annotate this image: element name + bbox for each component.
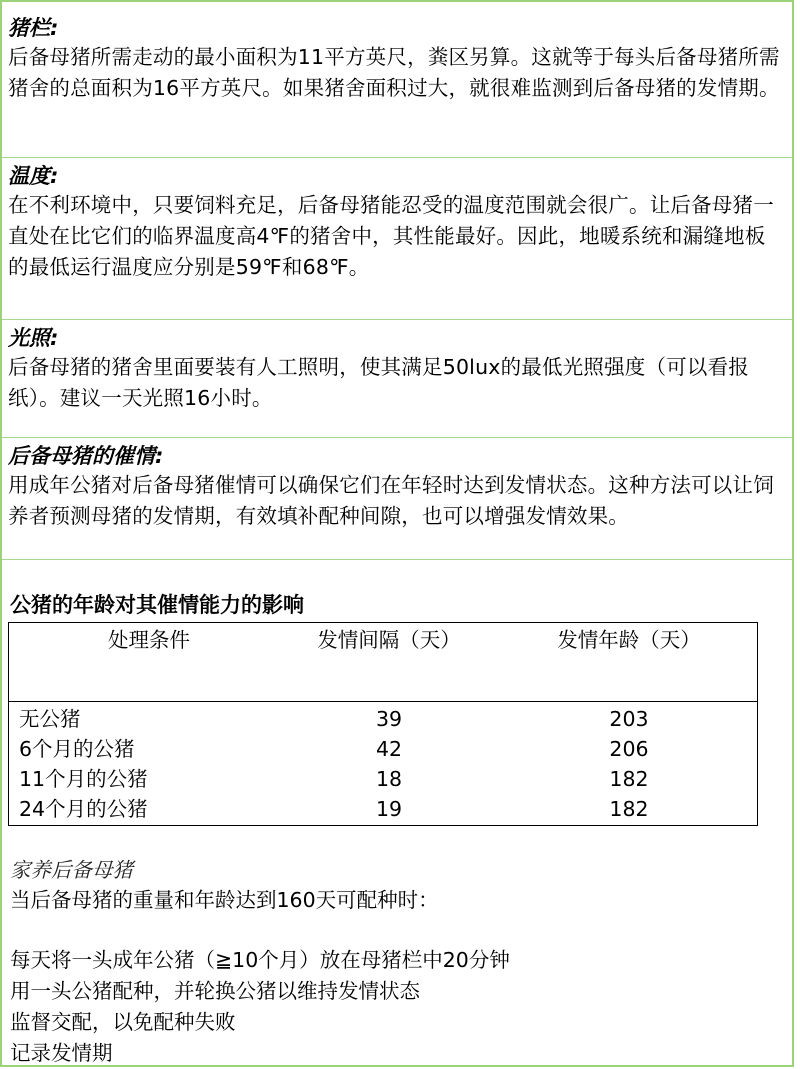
section-body: 用成年公猪对后备母猪催情可以确保它们在年轻时达到发情状态。这种方法可以让饲养者预测母猪的发情期，有效填补配种间隙，也可以增强发情效果。	[8, 473, 774, 528]
list-item: 每天将一头成年公猪（≧10个月）放在母猪栏中20分钟	[10, 948, 510, 972]
table-row	[9, 794, 757, 824]
boar-age-table	[8, 622, 758, 826]
table-cell: 182	[609, 797, 649, 821]
list-item: 用一头公猪配种，并轮换公猪以维持发情状态	[10, 979, 420, 1003]
table-cell: 42	[375, 737, 403, 761]
table-cell: 206	[609, 737, 649, 761]
table-cell: 182	[609, 767, 649, 791]
list-item: 监督交配，以免配种失败	[10, 1010, 236, 1034]
home-gilt-intro: 当后备母猪的重量和年龄达到160天可配种时：	[10, 888, 439, 912]
table-cell: 6个月的公猪	[19, 737, 135, 761]
section-title: 温度:	[8, 164, 59, 188]
section-body: 后备母猪所需走动的最小面积为11平方英尺，粪区另算。这就等于每头后备母猪所需猪舍的总面积为16平方英尺。如果猪舍面积过大，就很难监测到后备母猪的发情期。	[8, 45, 780, 100]
table-title: 公猪的年龄对其催情能力的影响	[10, 593, 304, 617]
home-gilt-title: 家养后备母猪	[10, 858, 133, 882]
table-cell: 39	[375, 707, 403, 731]
section-title: 光照:	[8, 326, 59, 350]
table-cell: 203	[609, 707, 649, 731]
table-divider	[9, 701, 757, 702]
section-body: 后备母猪的猪舍里面要装有人工照明，使其满足50lux的最低光照强度（可以看报纸）。建议一天光照16小时。	[8, 355, 750, 410]
table-cell: 无公猪	[19, 707, 81, 731]
section-title: 后备母猪的催情:	[8, 444, 164, 468]
section-temperature	[2, 158, 792, 320]
table-row	[9, 764, 757, 794]
table-header-age: 发情年龄（天）	[557, 628, 701, 652]
table-header-condition: 处理条件	[108, 628, 190, 652]
table-cell: 24个月的公猪	[19, 797, 148, 821]
section-estrus-induction	[2, 438, 792, 560]
table-cell: 19	[375, 797, 403, 821]
section-body: 在不利环境中，只要饲料充足，后备母猪能忍受的温度范围就会很广。让后备母猪一直处在比它们的临界温度高4℉的猪舍中，其性能最好。因此，地暖系统和漏缝地板的最低运行温度应分别是59℉和68℉。	[8, 193, 774, 279]
table-row	[9, 704, 757, 734]
table-cell: 11个月的公猪	[19, 767, 148, 791]
table-header-interval: 发情间隔（天）	[317, 628, 461, 652]
home-gilt-steps	[10, 945, 510, 1069]
table-cell: 18	[375, 767, 403, 791]
list-item: 记录发情期	[10, 1041, 113, 1065]
section-pen	[2, 10, 792, 158]
section-title: 猪栏:	[8, 16, 59, 40]
table-row	[9, 734, 757, 764]
section-lighting	[2, 320, 792, 438]
